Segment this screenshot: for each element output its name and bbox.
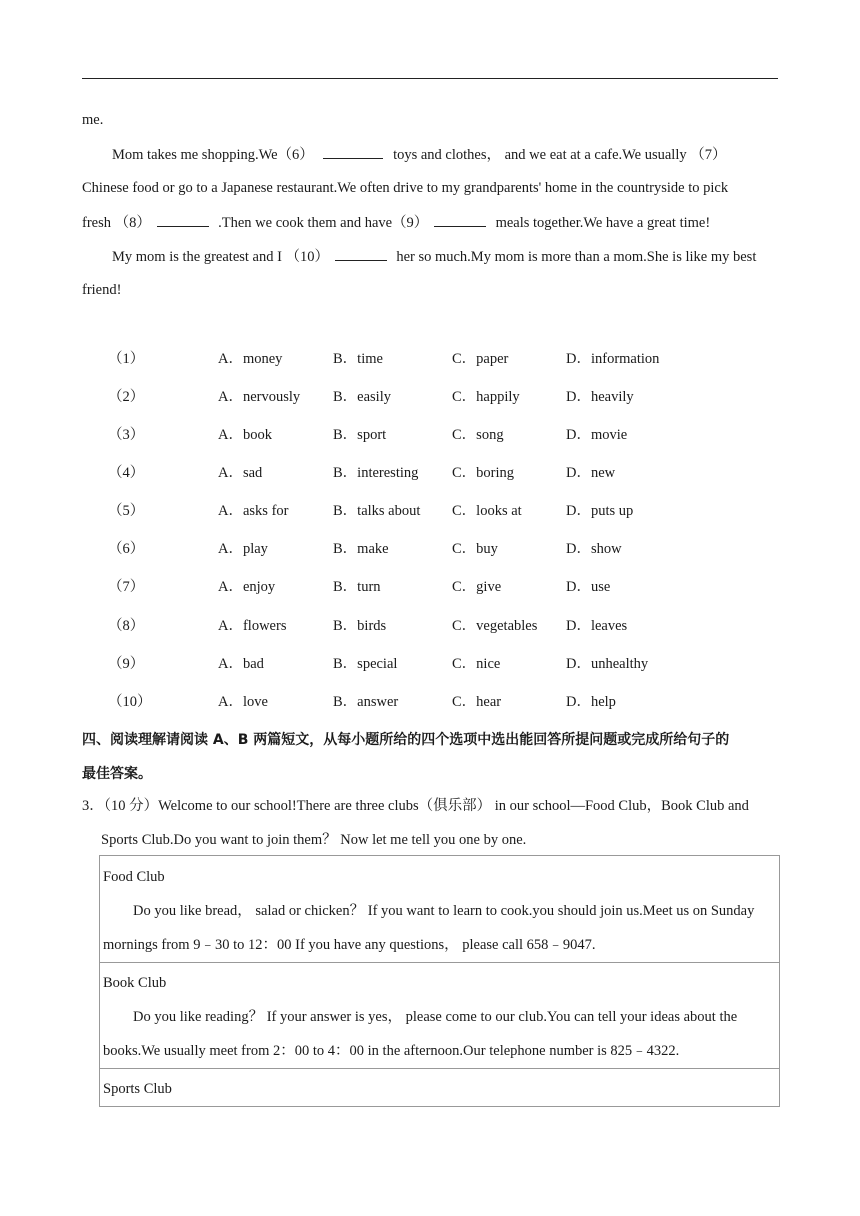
question-number: （6） — [108, 541, 145, 557]
option-a: A．money — [218, 351, 283, 367]
passage-text: fresh （8） — [82, 215, 151, 231]
option-c: C．paper — [452, 351, 509, 367]
option-b: B．answer — [333, 694, 399, 710]
option-d: D．information — [566, 351, 660, 367]
option-d: D．leaves — [566, 618, 628, 634]
option-c: C．song — [452, 427, 504, 443]
option-row — [108, 387, 808, 407]
question-number: （10） — [108, 694, 152, 710]
option-a: A．sad — [218, 465, 263, 481]
option-b: B．interesting — [333, 465, 419, 481]
option-row — [108, 616, 808, 636]
option-row — [108, 539, 808, 559]
option-d: D．help — [566, 694, 616, 710]
passage-line: me. — [82, 112, 104, 128]
answer-blank-10 — [335, 246, 387, 261]
option-row — [108, 425, 808, 445]
section-heading: 四、阅读理解请阅读 A、B 两篇短文，从每小题所给的四个选项中选出能回答所提问题或完成所给句子的 — [82, 732, 730, 748]
option-row — [108, 501, 808, 521]
question-3-text: 3．（10 分）Welcome to our school!There are three clubs（俱乐部） in our school—Food Club，Book Club and — [82, 798, 749, 814]
question-number: （4） — [108, 465, 145, 481]
passage-line — [112, 246, 756, 267]
option-b: B．birds — [333, 618, 387, 634]
option-d: D．new — [566, 465, 616, 481]
option-d: D．heavily — [566, 389, 634, 405]
option-d: D．use — [566, 579, 611, 595]
food-club-text: Do you like bread， salad or chicken？ If you want to learn to cook.you should join us.Meet us on Sunday — [133, 903, 755, 919]
passage-text: .Then we cook them and have（9） — [218, 215, 429, 231]
answer-blank-6 — [323, 144, 383, 159]
option-a: A．love — [218, 694, 268, 710]
table-divider — [100, 962, 779, 963]
option-a: A．play — [218, 541, 268, 557]
question-3-text: Sports Club.Do you want to join them？ Now let me tell you one by one. — [101, 832, 527, 848]
question-number: （1） — [108, 351, 145, 367]
food-club-title: Food Club — [103, 869, 165, 885]
option-c: C．give — [452, 579, 502, 595]
option-a: A．enjoy — [218, 579, 276, 595]
option-a: A．book — [218, 427, 272, 443]
option-c: C．nice — [452, 656, 501, 672]
passage-line — [82, 212, 710, 233]
option-c: C．happily — [452, 389, 520, 405]
option-a: A．asks for — [218, 503, 289, 519]
answer-blank-9 — [434, 212, 486, 227]
option-b: B．sport — [333, 427, 387, 443]
option-c: C．boring — [452, 465, 515, 481]
option-b: B．special — [333, 656, 398, 672]
book-club-text: books.We usually meet from 2：00 to 4：00 in the afternoon.Our telephone number is 825﹣4322. — [103, 1043, 680, 1059]
question-number: （7） — [108, 579, 145, 595]
option-d: D．movie — [566, 427, 628, 443]
book-club-title: Book Club — [103, 975, 167, 991]
option-row — [108, 463, 808, 483]
clubs-table — [99, 855, 780, 1107]
option-c: C．vegetables — [452, 618, 538, 634]
option-b: B．make — [333, 541, 389, 557]
option-b: B．talks about — [333, 503, 421, 519]
sports-club-title: Sports Club — [103, 1081, 172, 1097]
book-club-text: Do you like reading？ If your answer is yes， please come to our club.You can tell your ideas about the — [133, 1009, 738, 1025]
food-club-text: mornings from 9﹣30 to 12：00 If you have any questions， please call 658﹣9047. — [103, 937, 596, 953]
passage-text: meals together.We have a great time! — [495, 215, 711, 231]
table-divider — [100, 1068, 779, 1069]
section-heading: 最佳答案。 — [82, 766, 152, 782]
question-number: （3） — [108, 427, 145, 443]
question-number: （5） — [108, 503, 145, 519]
option-a: A．bad — [218, 656, 264, 672]
passage-line — [112, 144, 727, 165]
passage-line: friend! — [82, 282, 122, 298]
option-d: D．show — [566, 541, 622, 557]
option-a: A．flowers — [218, 618, 287, 634]
question-number: （8） — [108, 618, 145, 634]
option-c: C．hear — [452, 694, 502, 710]
option-c: C．looks at — [452, 503, 522, 519]
header-rule — [82, 78, 778, 79]
passage-text: her so much.My mom is more than a mom.She is like my best — [396, 249, 757, 265]
answer-blank-8 — [157, 212, 209, 227]
option-c: C．buy — [452, 541, 498, 557]
option-b: B．easily — [333, 389, 391, 405]
passage-text: My mom is the greatest and I （10） — [112, 249, 330, 265]
option-d: D．puts up — [566, 503, 634, 519]
question-number: （2） — [108, 389, 145, 405]
option-d: D．unhealthy — [566, 656, 649, 672]
option-b: B．turn — [333, 579, 381, 595]
option-b: B．time — [333, 351, 383, 367]
option-row — [108, 577, 808, 597]
question-number: （9） — [108, 656, 145, 672]
option-row — [108, 654, 808, 674]
option-row — [108, 692, 808, 712]
passage-line: Chinese food or go to a Japanese restaurant.We often drive to my grandparents' home in the countryside to pick — [82, 180, 729, 196]
option-row — [108, 349, 808, 369]
passage-text: Mom takes me shopping.We（6） — [112, 147, 314, 163]
option-a: A．nervously — [218, 389, 301, 405]
passage-text: toys and clothes， and we eat at a cafe.We usually （7） — [393, 147, 727, 163]
